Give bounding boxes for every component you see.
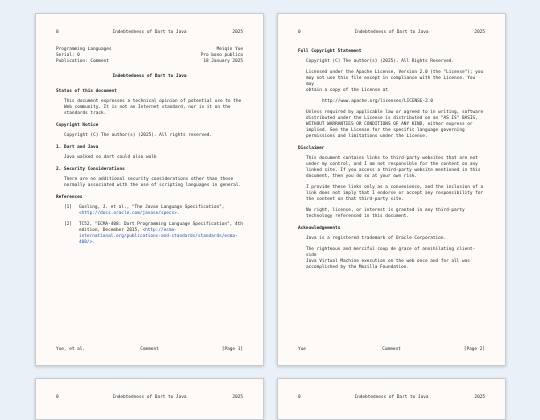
footer-category: Comment: [140, 347, 159, 352]
page-header: [298, 395, 485, 401]
license-paragraph: Licensed under the Apache License, Version 2.0 (the "License"); you may not use this file except in compliance with the License. You may obtain a copy of the License at: [306, 70, 484, 93]
section-heading-security: 2. Security Considerations: [56, 167, 125, 172]
footer-category: Comment: [382, 347, 401, 352]
reference-item: [64, 222, 243, 246]
document-page-3: [35, 378, 264, 420]
meta-row: [56, 59, 243, 65]
license-url[interactable]: http://www.apache.org/licenses/LICENSE-2.0: [322, 99, 434, 104]
as-is-paragraph: Unless required by applicable law or agreed to in writing, software distributed under the License is distributed on an "AS IS" BASIS, WITHOUT WARRANTIES OR CONDITIONS OF ANY KIND, either express or implied. See the License for the specific language governing permissions and limitations under the License.: [306, 110, 484, 139]
section-heading-disclaimer: Disclaimer: [298, 146, 325, 151]
footer-page-number: [Page 1]: [221, 347, 243, 352]
header-year: 2025: [474, 30, 485, 35]
meta-affiliation: Pro bono publico: [200, 53, 243, 58]
disclaimer-paragraph: No right, license, or interest is granted in any third-party technology referenced in this document.: [306, 208, 465, 219]
meta-serial: Serial: 0: [56, 53, 80, 58]
page-footer: [298, 347, 485, 353]
acknowledgement-paragraph: The righteous and merciful coup de grace of annihilating client-side Java Virtual Machine execution on the web once and for all was accomplished by the Mozilla Foundation.: [306, 247, 476, 270]
full-copyright-paragraph: Copyright (C) The author(s) (2025). All Rights Reserved.: [306, 59, 455, 64]
dart-java-paragraph: Java walked so dart could also walk: [64, 155, 157, 160]
footer-authors: Yue: [298, 347, 306, 352]
copyright-paragraph: Copyright (C) The author(s) (2025). All rights reserved.: [64, 133, 213, 138]
header-year: 2025: [474, 395, 485, 400]
header-year: 2025: [232, 30, 243, 35]
status-paragraph: This document expresses a technical opinion of potential use to the Web community. It is not an Internet standard, nor is it on the standards track.: [64, 99, 242, 116]
meta-category: Programming Languages: [56, 47, 112, 52]
reference-link[interactable]: <http://docs.oracle.com/javase/specs>.: [79, 211, 180, 216]
footer-page-number: [Page 2]: [463, 347, 485, 352]
page-header: [56, 30, 243, 36]
reference-text: TC52, "ECMA-408: Dart Programming Language Specification", 4th edition, December 2015,: [79, 222, 243, 233]
header-left: 0: [56, 395, 59, 400]
document-meta: [56, 47, 243, 65]
reference-text: Gosling, J. et al., "The Javan Language Specification",: [79, 205, 225, 210]
section-heading-full-copyright: Full Copyright Statement: [298, 49, 362, 54]
section-heading-references: References: [56, 195, 83, 200]
header-title: Indebtedness of Dart to Java: [112, 395, 187, 400]
section-heading-dart-and-java: 1. Dart and Java: [56, 145, 99, 150]
reference-tag: [2]: [64, 222, 72, 227]
meta-publication: Publication: Comment: [56, 59, 109, 64]
header-year: 2025: [232, 395, 243, 400]
section-heading-copyright: Copyright Notice: [56, 123, 99, 128]
meta-date: 18 January 2025: [203, 59, 243, 64]
footer-authors: Yue, et al.: [56, 347, 86, 352]
reference-tag: [1]: [64, 205, 72, 210]
document-page-1: [35, 13, 264, 366]
header-title: Indebtedness of Dart to Java: [112, 30, 187, 35]
header-left: 0: [298, 395, 301, 400]
page-footer: [56, 347, 243, 353]
document-title: Indebtedness of Dart to Java: [112, 74, 187, 79]
section-heading-acknowledgements: Acknowledgements: [298, 226, 341, 231]
header-left: 0: [56, 30, 59, 35]
reference-link[interactable]: <http://ecma-international.org/publications-and-standards/standards/ecma-408/>.: [79, 228, 238, 245]
page-header: [56, 395, 243, 401]
meta-author: Meiqin Yue: [216, 47, 243, 52]
disclaimer-paragraph: This document contains links to third-party websites that are not under my control, and I am not responsible for the content on any linked site. If you access a third-party website mentioned in this document, then you do so at your own risk.: [306, 156, 481, 179]
header-title: Indebtedness of Dart to Java: [354, 395, 429, 400]
header-title: Indebtedness of Dart to Java: [354, 30, 429, 35]
section-heading-status: Status of this document: [56, 89, 117, 94]
document-page-2: [277, 13, 506, 366]
security-paragraph: There are no additional security considerations other than those normally associated with the use of scripting languages in general.: [64, 177, 242, 188]
disclaimer-paragraph: I provide these links only as a convenience, and the inclusion of a link does not imply that I endorse or accept any responsibility for the content on that third-party site.: [306, 185, 484, 202]
header-left: 0: [298, 30, 301, 35]
acknowledgement-paragraph: Java is a registered trademark of Oracle Corporation.: [306, 236, 447, 241]
page-header: [298, 30, 485, 36]
reference-item: [64, 205, 243, 217]
document-page-4: [277, 378, 506, 420]
